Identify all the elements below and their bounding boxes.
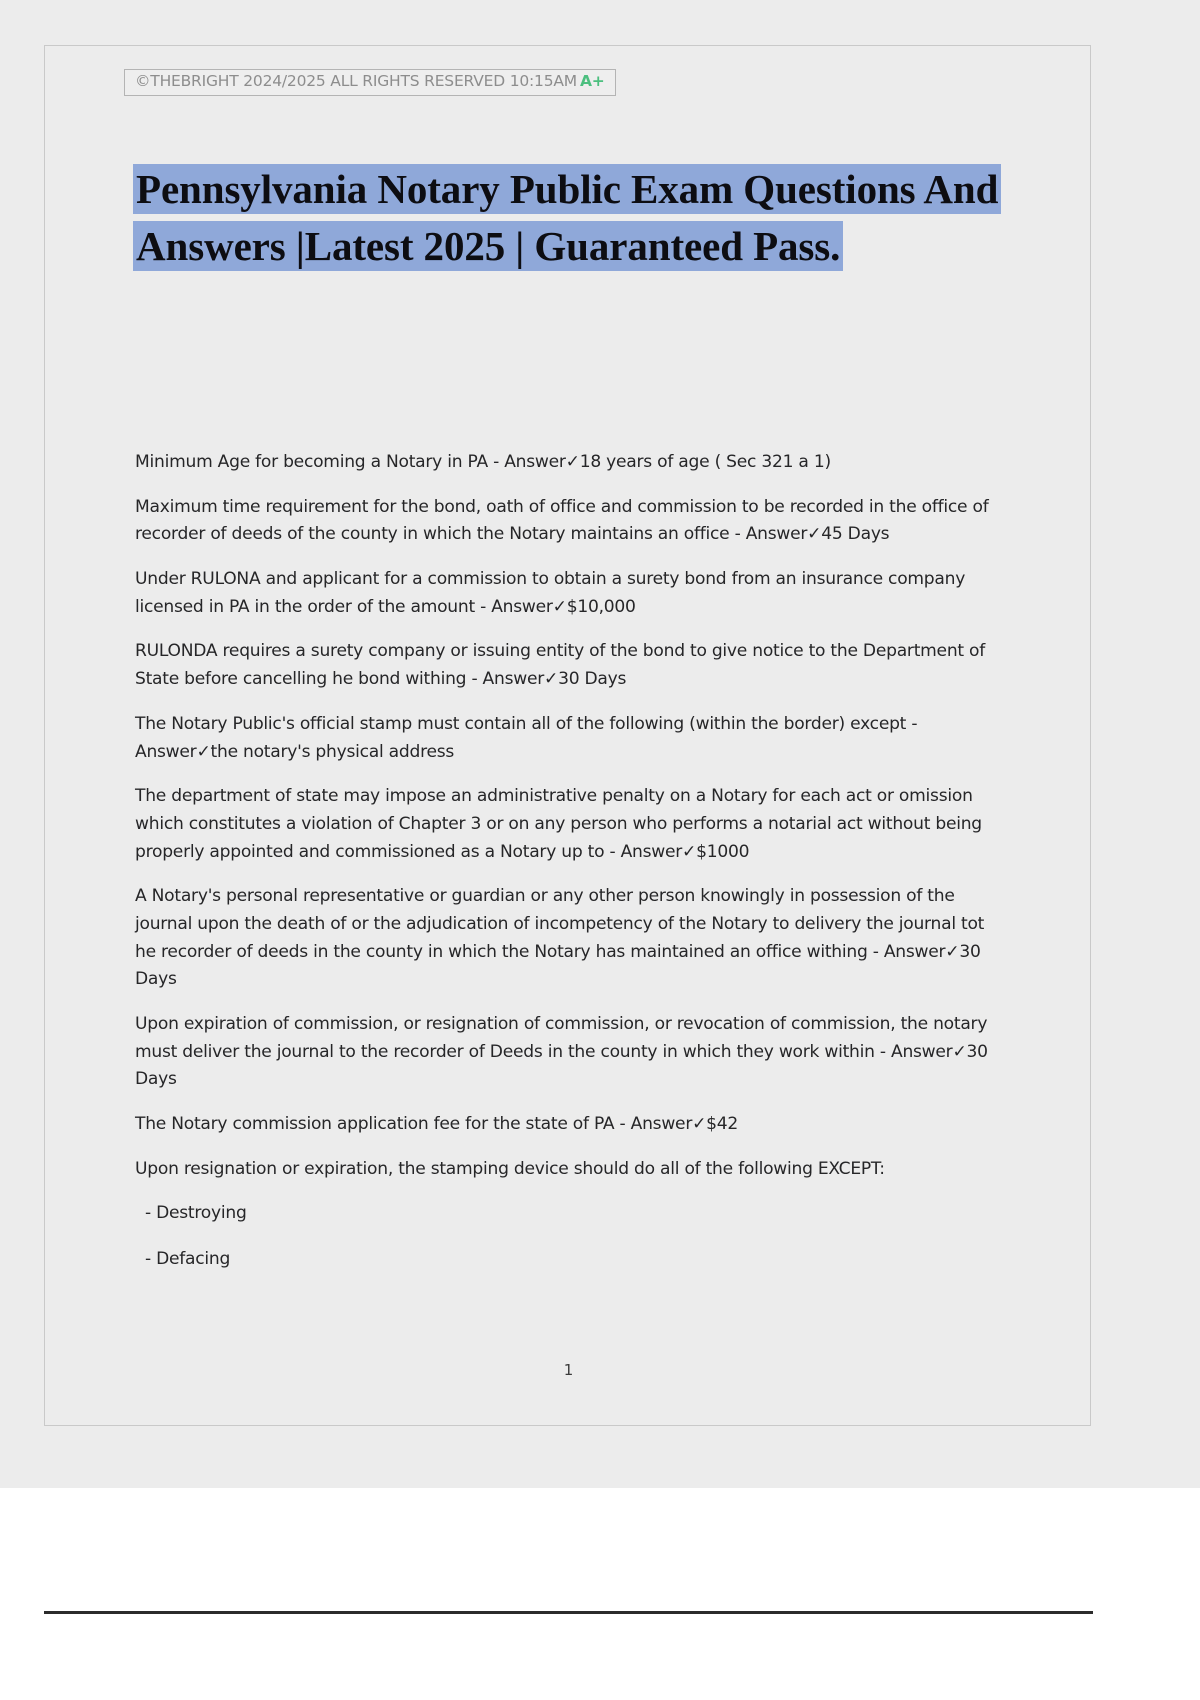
viewer-bottom-gutter	[0, 1488, 1200, 1700]
content-paragraph: The Notary Public's official stamp must contain all of the following (within the border) except - Answer✓the notary's physical address	[135, 713, 918, 762]
page-number: 1	[563, 1361, 574, 1379]
content-paragraph: Maximum time requirement for the bond, oath of office and commission to be recorded in the office of recorder of deeds of the county in which the Notary maintains an office - Answer✓45 Days	[135, 496, 989, 545]
content-paragraph: A Notary's personal representative or guardian or any other person knowingly in possession of the journal upon the death of or the adjudication of incompetency of the Notary to delivery the journal tot he recorder of deeds in the county in which the Notary has maintained an office withing - Answer✓30 Days	[135, 886, 985, 990]
copyright-stamp-text: ©THEBRIGHT 2024/2025 ALL RIGHTS RESERVED 10:15AM	[135, 72, 577, 90]
content-paragraph: The department of state may impose an administrative penalty on a Notary for each act or omission which constitutes a violation of Chapter 3 or on any person who performs a notarial act without being properly appointed and commissioned as a Notary up to - Answer✓$1000	[135, 786, 982, 862]
content-paragraph: Minimum Age for becoming a Notary in PA - Answer✓18 years of age ( Sec 321 a 1)	[135, 452, 831, 472]
page-title	[133, 161, 1005, 274]
content-paragraph: Upon resignation or expiration, the stamping device should do all of the following EXCEPT:	[135, 1158, 885, 1179]
bottom-divider	[44, 1611, 1093, 1614]
content-paragraph: Upon expiration of commission, or resignation of commission, or revocation of commission, the notary must deliver the journal to the recorder of Deeds in the county in which they work within - Answer✓30 Days	[135, 1014, 988, 1090]
document-body	[135, 449, 1007, 1292]
document-page	[44, 45, 1091, 1426]
list-item: - Destroying	[145, 1203, 247, 1224]
content-paragraph: The Notary commission application fee for the state of PA - Answer✓$42	[135, 1114, 739, 1135]
copyright-stamp	[124, 69, 616, 96]
page-title-text: Pennsylvania Notary Public Exam Questions And Answers |Latest 2025 | Guaranteed Pass.	[133, 164, 1001, 271]
list-item: - Defacing	[145, 1249, 231, 1270]
content-paragraph: RULONDA requires a surety company or issuing entity of the bond to give notice to the Department of State before cancelling he bond withing - Answer✓30 Days	[135, 641, 986, 690]
content-paragraph: Under RULONA and applicant for a commission to obtain a surety bond from an insurance company licensed in PA in the order of the amount - Answer✓$10,000	[135, 569, 966, 617]
grade-badge: A+	[579, 72, 605, 90]
